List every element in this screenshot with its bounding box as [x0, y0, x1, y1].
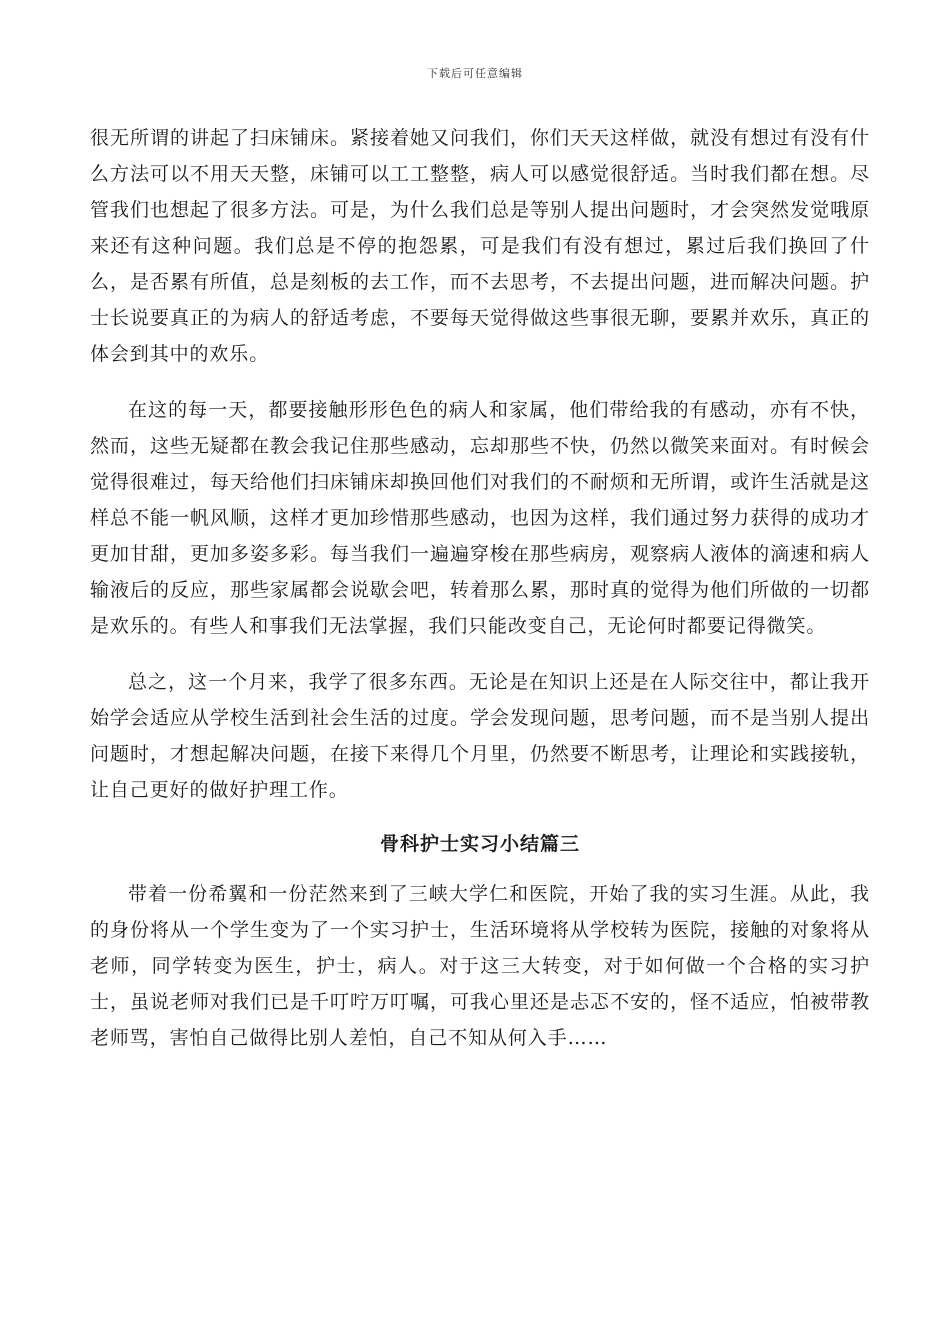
- paragraph: 在这的每一天，都要接触形形色色的病人和家属，他们带给我的有感动，亦有不快，然而，这些无疑都在教会我记住那些感动，忘却那些不快，仍然以微笑来面对。有时候会觉得很难过，每天给他们扫床铺床却换回他们对我们的不耐烦和无所谓，或许生活就是这样总不能一帆风顺，这样才更加珍惜那些感动，也因为这样，我们通过努力获得的成功才更加甘甜，更加多姿多彩。每当我们一遍遍穿梭在那些病房，观察病人液体的滴速和病人输液后的反应，那些家属都会说歇会吧，转着那么累，那时真的觉得为他们所做的一切都是欢乐的。有些人和事我们无法掌握，我们只能改变自己，无论何时都要记得微笑。: [90, 399, 870, 637]
- document-body: [90, 120, 870, 1056]
- paragraph-continued: 很无所谓的讲起了扫床铺床。紧接着她又问我们，你们天天这样做，就没有想过有没有什么方法可以不用天天整，床铺可以工工整整，病人可以感觉很舒适。当时我们都在想。尽管我们也想起了很多方法。可是，为什么我们总是等别人提出问题时，才会突然发觉哦原来还有这种问题。我们总是不停的抱怨累，可是我们有没有想过，累过后我们换回了什么，是否累有所值，总是刻板的去工作，而不去思考，不去提出问题，进而解决问题。护士长说要真正的为病人的舒适考虑，不要每天觉得做这些事很无聊，要累并欢乐，真正的体会到其中的欢乐。: [90, 127, 870, 365]
- paragraph: 带着一份希翼和一份茫然来到了三峡大学仁和医院，开始了我的实习生涯。从此，我的身份将从一个学生变为了一个实习护士，生活环境将从学校转为医院，接触的对象将从老师，同学转变为医生，护士，病人。对于这三大转变，对于如何做一个合格的实习护士，虽说老师对我们已是千叮咛万叮嘱，可我心里还是忐忑不安的，怪不适应，怕被带教老师骂，害怕自己做得比别人差怕，自己不知从何入手……: [90, 883, 870, 1049]
- section-heading: 骨科护士实习小结篇三: [379, 833, 580, 855]
- paragraph: 总之，这一个月来，我学了很多东西。无论是在知识上还是在人际交往中，都让我开始学会适应从学校生活到社会生活的过度。学会发现问题，思考问题，而不是当别人提出问题时，才想起解决问题，在接下来得几个月里，仍然要不断思考，让理论和实践接轨，让自己更好的做好护理工作。: [90, 671, 870, 801]
- page-header: 下载后可任意编辑: [427, 67, 523, 80]
